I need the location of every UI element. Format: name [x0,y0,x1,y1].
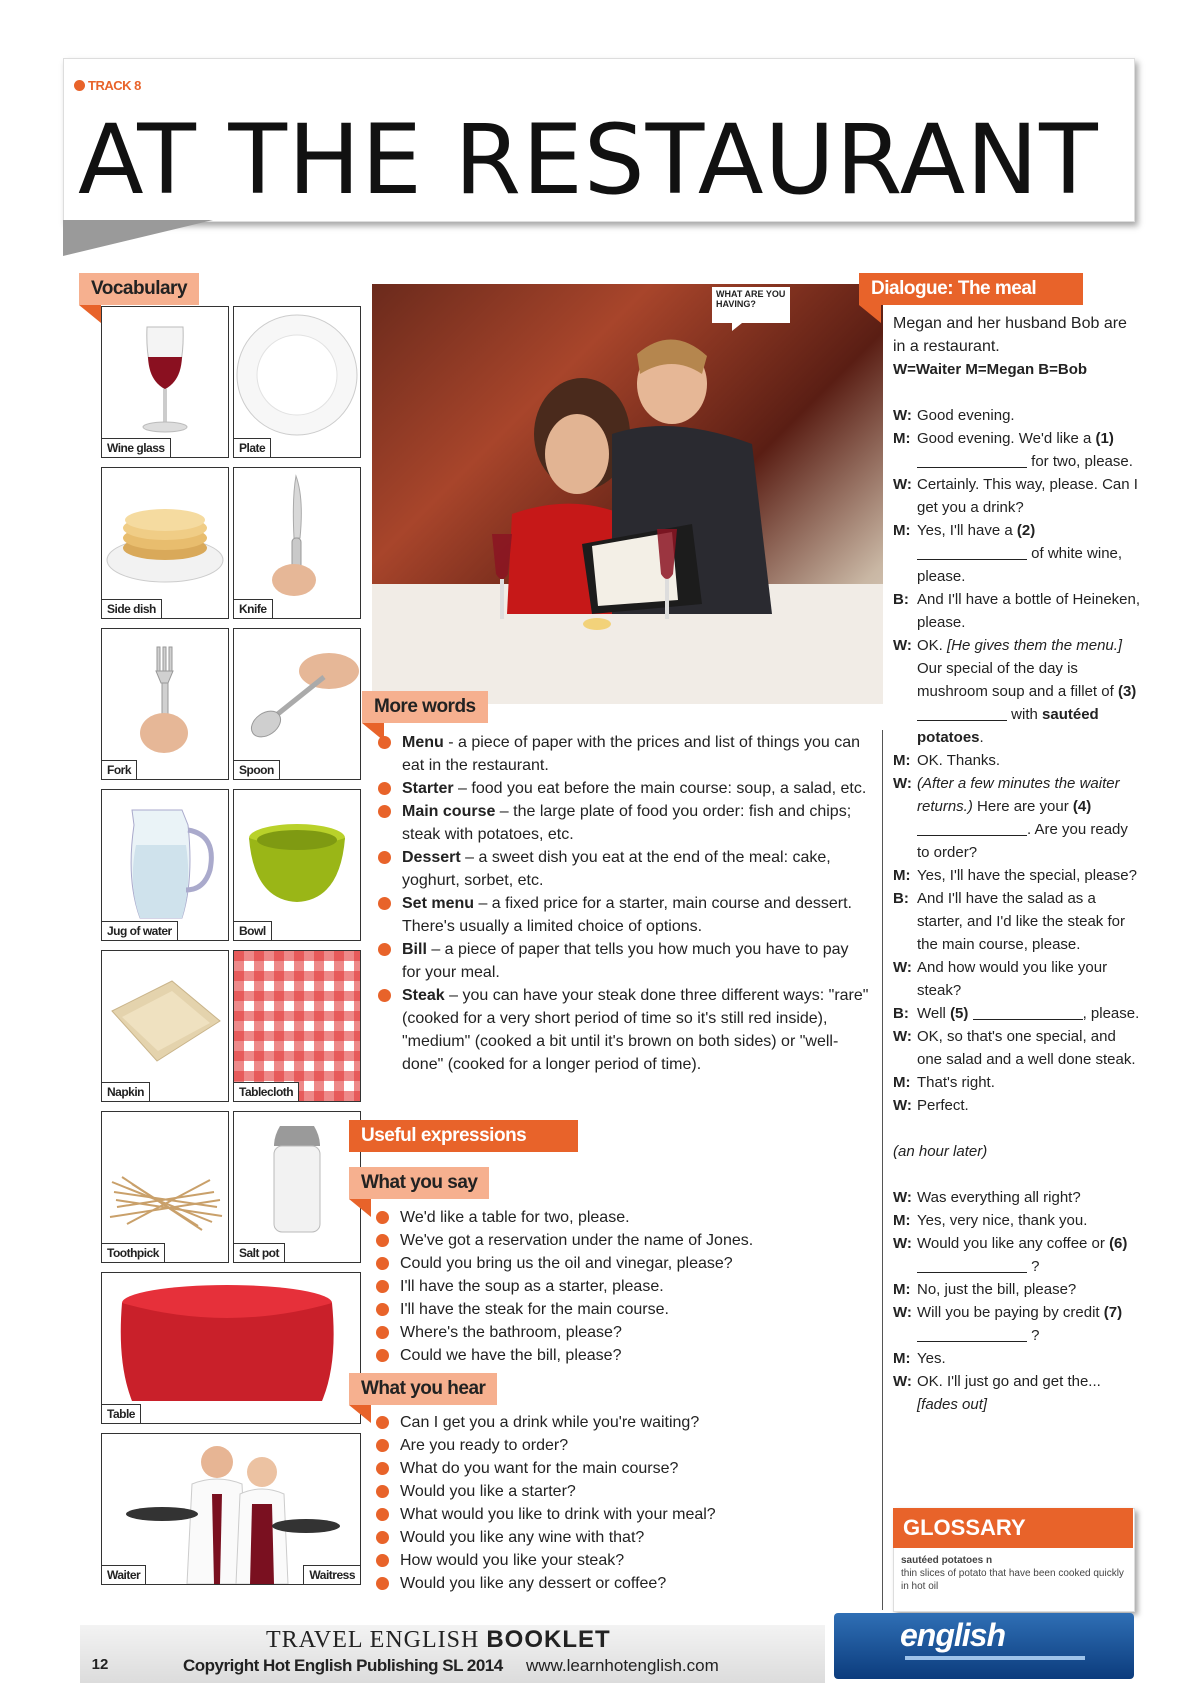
list-item: Would you like a starter? [373,1480,873,1503]
definition: – a piece of paper that tells you how much you have to pay for your meal. [402,941,849,981]
dialogue-line: M: Yes. [893,1350,946,1367]
vocab-tablecloth [233,950,361,1102]
tag-corner [79,305,101,323]
definition: – the large plate of food you order: fish and chips; steak with potatoes, etc. [402,803,852,843]
vocab-label: Toothpick [102,1243,165,1262]
audio-icon [74,80,85,91]
vocab-label: Wine glass [102,438,171,457]
website-link[interactable]: www.learnhotenglish.com [526,1656,719,1675]
dialogue-line: M: No, just the bill, please? [893,1281,1077,1298]
title-fold [63,220,213,256]
dialogue-line: B: Well (5) , please. [893,1005,1140,1022]
knife-icon [234,468,360,618]
list-item: What would you like to drink with your meal? [373,1503,873,1526]
dialogue-line: M: That's right. [893,1074,995,1091]
term: Menu [402,734,444,751]
vocab-napkin [101,950,229,1102]
glossary-heading: GLOSSARY [893,1508,1133,1548]
vocab-bowl [233,789,361,941]
term: Bill [402,941,427,958]
vocab-plate [233,306,361,458]
salt-pot-icon [234,1112,360,1262]
bowl-icon [234,790,360,940]
blank-2[interactable] [917,545,1027,560]
blank-1[interactable] [917,453,1027,468]
term: Dessert [402,849,461,866]
napkin-icon [102,951,228,1101]
vocab-label: Fork [102,760,137,779]
vocab-fork [101,628,229,780]
list-item: Would you like any dessert or coffee? [373,1572,873,1595]
booklet-title [266,1626,611,1654]
tag-corner [349,1199,371,1217]
vocab-label: Plate [234,438,271,457]
list-item: Would you like any wine with that? [373,1526,873,1549]
glossary-text [901,1554,1126,1593]
list-item: What do you want for the main course? [373,1457,873,1480]
term: Starter [402,780,454,797]
dialogue-line: W: OK, so that's one special, and one salad and a well done steak. [893,1028,1136,1068]
list-item: Can I get you a drink while you're waiting? [373,1411,873,1434]
booklet-title-a: TRAVEL ENGLISH [266,1627,487,1653]
dialogue-line: W: Would you like any coffee or (6) ? [893,1235,1128,1275]
couple-dining-icon [372,284,883,704]
dialogue-line: W: Was everything all right? [893,1189,1081,1206]
logo-text: english [900,1617,1006,1653]
dialogue-line: M: OK. Thanks. [893,752,1001,769]
list-item [375,777,870,800]
term: Main course [402,803,496,820]
copyright: Copyright Hot English Publishing SL 2014 [183,1656,503,1675]
blank-5[interactable] [973,1005,1083,1020]
dialogue-intro: Megan and her husband Bob are in a restaurant. [893,315,1127,355]
what-you-say-list [373,1206,873,1367]
vocab-toothpick [101,1111,229,1263]
list-item: We'd like a table for two, please. [373,1206,873,1229]
track-label [74,78,141,93]
vocab-label: Spoon [234,760,280,779]
vocab-label: Side dish [102,599,162,618]
definition: - a piece of paper with the prices and list of things you can eat in the restaurant. [402,734,861,774]
list-item: I'll have the soup as a starter, please. [373,1275,873,1298]
dialogue-later: (an hour later) [893,1143,988,1160]
vocab-label: Bowl [234,921,272,940]
plate-icon [234,307,360,457]
vocab-table [101,1272,361,1424]
dialogue-line: M: Yes, very nice, thank you. [893,1212,1088,1229]
vocab-label: Waiter [102,1565,146,1584]
booklet-title-b: BOOKLET [486,1626,611,1653]
dialogue-line: W: OK. [He gives them the menu.] Our special of the day is mushroom soup and a fillet of (3) with sautéed potatoes. [893,637,1137,746]
speaker-key: W=Waiter M=Megan B=Bob [893,361,1088,378]
side-dish-icon [102,468,228,618]
tablecloth-icon [234,951,360,1101]
what-you-say-heading: What you say [349,1167,489,1199]
vocab-wine-glass [101,306,229,458]
vocabulary-heading: Vocabulary [79,273,199,305]
wine-glass-icon [102,307,228,457]
glossary-term: sautéed potatoes n [901,1555,993,1566]
vocab-spoon [233,628,361,780]
vocab-label: Salt pot [234,1243,285,1262]
list-item [375,846,870,892]
restaurant-photo [372,284,883,704]
more-words-heading: More words [362,691,488,723]
list-item: I'll have the steak for the main course. [373,1298,873,1321]
list-item [375,800,870,846]
list-item: Are you ready to order? [373,1434,873,1457]
toothpick-icon [102,1112,228,1262]
dialogue-line: M: Good evening. We'd like a (1) for two, please. [893,430,1133,470]
dialogue-line: M: Yes, I'll have the special, please? [893,867,1137,884]
dialogue-line: W: OK. I'll just go and get the... [fades out] [893,1373,1101,1413]
vocab-label: Jug of water [102,921,178,940]
definition: – food you eat before the main course: soup, a salad, etc. [453,780,867,797]
waiters-icon [102,1434,360,1584]
dialogue-line: B: And I'll have a bottle of Heineken, please. [893,591,1141,631]
more-words-list [375,731,870,1076]
speech-bubble: WHAT ARE YOU HAVING? [712,287,790,323]
blank-3[interactable] [917,706,1007,721]
definition: – a fixed price for a starter, main course and dessert. There's usually a limited choice of options. [402,895,852,935]
fork-icon [102,629,228,779]
list-item [375,731,870,777]
what-you-hear-heading: What you hear [349,1373,497,1405]
vocab-label: Tablecloth [234,1082,299,1101]
blank-4[interactable] [917,821,1027,836]
dialogue-heading: Dialogue: The meal [859,273,1083,305]
dialogue-line: W: Good evening. [893,407,1015,424]
vocab-knife [233,467,361,619]
dialogue-line: W: Perfect. [893,1097,969,1114]
spoon-icon [234,629,360,779]
what-you-hear-list [373,1411,873,1595]
dialogue-divider [882,730,883,1610]
list-item [375,938,870,984]
logo-underline [905,1656,1085,1660]
term: Steak [402,987,445,1004]
dialogue-line: W: And how would you like your steak? [893,959,1108,999]
page-number: 12 [91,1656,109,1673]
dialogue-text [893,312,1143,1416]
blank-7[interactable] [917,1327,1027,1342]
list-item: We've got a reservation under the name of Jones. [373,1229,873,1252]
list-item: Could you bring us the oil and vinegar, please? [373,1252,873,1275]
vocab-side-dish [101,467,229,619]
list-item: How would you like your steak? [373,1549,873,1572]
vocab-salt-pot [233,1111,361,1263]
vocab-waiters [101,1433,361,1585]
track-text: TRACK 8 [88,78,141,93]
vocab-label: Table [102,1404,141,1423]
tag-corner [859,305,881,323]
vocab-label-2: Waitress [303,1565,360,1584]
table-icon [102,1273,360,1423]
dialogue-line: M: Yes, I'll have a (2) of white wine, please. [893,522,1123,585]
list-item [375,984,870,1076]
list-item: Could we have the bill, please? [373,1344,873,1367]
page-title: AT THE RESTAURANT [78,104,1099,216]
vocab-label: Knife [234,599,273,618]
vocab-jug [101,789,229,941]
jug-icon [102,790,228,940]
dialogue-line: W: (After a few minutes the waiter returns.) Here are your (4) . Are you ready to order? [893,775,1128,861]
dialogue-line: W: Certainly. This way, please. Can I get you a drink? [893,476,1138,516]
blank-6[interactable] [917,1258,1027,1273]
vocab-label: Napkin [102,1082,150,1101]
list-item [375,892,870,938]
term: Set menu [402,895,475,912]
dialogue-line: B: And I'll have the salad as a starter, and I'd like the steak for the main course, please. [893,890,1125,953]
glossary-definition: thin slices of potato that have been cooked quickly in hot oil [901,1568,1124,1592]
dialogue-line: W: Will you be paying by credit (7) ? [893,1304,1123,1344]
definition: – you can have your steak done three different ways: "rare" (cooked for a very short period of time so it's still red inside), "medium" (cooked a bit until it's brown on both sides) or "well-done" (cooked for a longer period of time). [402,987,869,1073]
tag-corner [349,1405,371,1423]
useful-expressions-heading: Useful expressions [349,1120,578,1152]
list-item: Where's the bathroom, please? [373,1321,873,1344]
definition: – a sweet dish you eat at the end of the meal: cake, yoghurt, sorbet, etc. [402,849,831,889]
